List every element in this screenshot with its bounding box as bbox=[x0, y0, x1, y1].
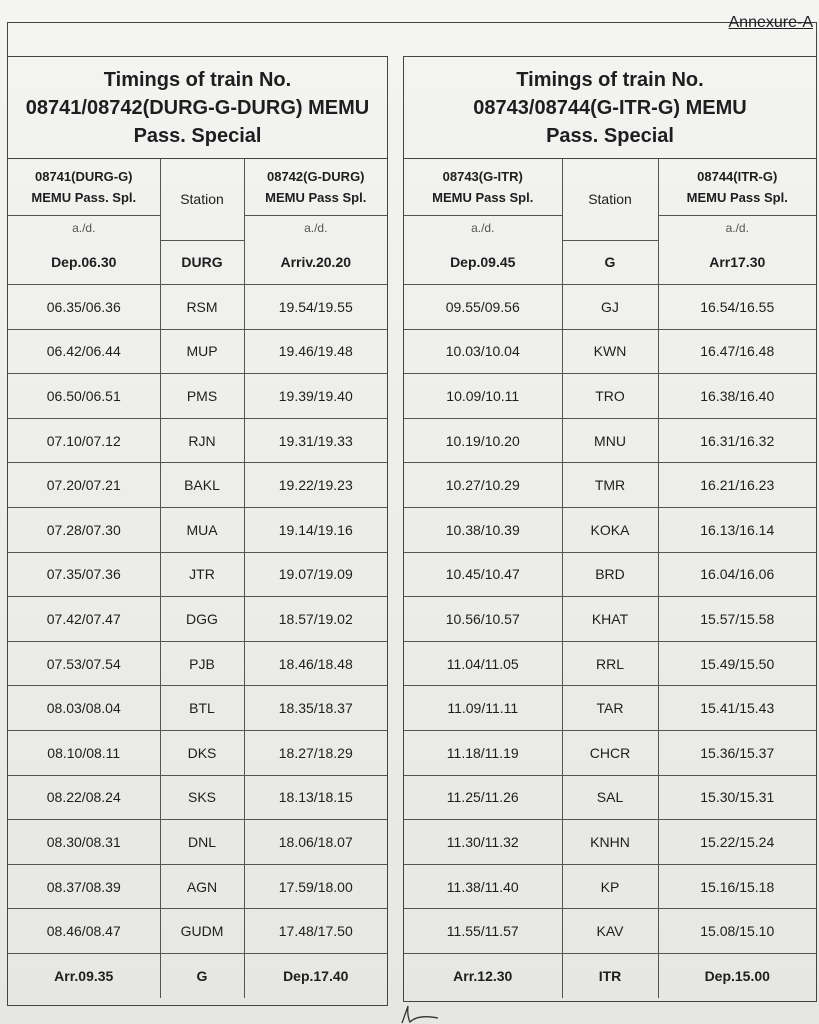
table-row bbox=[404, 285, 816, 330]
up-time-cell: Arr17.30 bbox=[658, 240, 816, 285]
down-time-cell: 08.46/08.47 bbox=[8, 909, 160, 954]
table-row bbox=[8, 329, 387, 374]
table-row bbox=[404, 641, 816, 686]
table-row bbox=[8, 641, 387, 686]
station-cell: BAKL bbox=[160, 463, 244, 508]
down-time-cell: 09.55/09.56 bbox=[404, 285, 562, 330]
up-time-cell: 15.41/15.43 bbox=[658, 686, 816, 731]
station-cell: RRL bbox=[562, 641, 658, 686]
table-row bbox=[8, 508, 387, 553]
table-row bbox=[8, 552, 387, 597]
down-time-cell: 07.28/07.30 bbox=[8, 508, 160, 553]
right-ad-label: a./d. bbox=[658, 216, 816, 241]
table-row bbox=[8, 909, 387, 954]
right-timetable bbox=[404, 159, 816, 998]
station-cell: KAV bbox=[562, 909, 658, 954]
down-time-cell: 07.42/07.47 bbox=[8, 597, 160, 642]
table-row bbox=[404, 864, 816, 909]
down-time-cell: 06.50/06.51 bbox=[8, 374, 160, 419]
down-time-cell: 11.04/11.05 bbox=[404, 641, 562, 686]
station-cell: DGG bbox=[160, 597, 244, 642]
signature-mark bbox=[398, 1004, 440, 1024]
up-time-cell: 16.21/16.23 bbox=[658, 463, 816, 508]
station-cell: G bbox=[562, 240, 658, 285]
down-time-cell: Dep.09.45 bbox=[404, 240, 562, 285]
table-row bbox=[404, 418, 816, 463]
up-time-cell: 15.57/15.58 bbox=[658, 597, 816, 642]
down-time-cell: 10.09/10.11 bbox=[404, 374, 562, 419]
up-time-cell: 19.39/19.40 bbox=[244, 374, 387, 419]
left-table-body bbox=[8, 240, 387, 998]
table-row bbox=[404, 820, 816, 865]
left-timetable bbox=[8, 159, 387, 998]
station-cell: ITR bbox=[562, 954, 658, 998]
table-row bbox=[8, 686, 387, 731]
right-col-down-header: 08743(G-ITR) MEMU Pass Spl. bbox=[404, 159, 562, 216]
station-cell: KNHN bbox=[562, 820, 658, 865]
down-time-cell: 08.10/08.11 bbox=[8, 731, 160, 776]
up-time-cell: 19.31/19.33 bbox=[244, 418, 387, 463]
left-timetable-panel bbox=[7, 56, 388, 1006]
up-time-cell: 17.59/18.00 bbox=[244, 864, 387, 909]
down-time-cell: Arr.12.30 bbox=[404, 954, 562, 998]
up-time-cell: 18.46/18.48 bbox=[244, 641, 387, 686]
down-time-cell: Dep.06.30 bbox=[8, 240, 160, 285]
down-time-cell: 10.56/10.57 bbox=[404, 597, 562, 642]
right-col-up-header: 08744(ITR-G) MEMU Pass Spl. bbox=[658, 159, 816, 216]
table-row bbox=[8, 597, 387, 642]
station-cell: BTL bbox=[160, 686, 244, 731]
down-time-cell: 07.10/07.12 bbox=[8, 418, 160, 463]
right-timetable-panel bbox=[403, 56, 817, 1002]
station-cell: PJB bbox=[160, 641, 244, 686]
left-title-line: 08741/08742(DURG-G-DURG) MEMU bbox=[25, 96, 370, 119]
down-time-cell: 08.37/08.39 bbox=[8, 864, 160, 909]
down-time-cell: 08.22/08.24 bbox=[8, 775, 160, 820]
up-time-cell: 18.35/18.37 bbox=[244, 686, 387, 731]
station-cell: KWN bbox=[562, 329, 658, 374]
up-time-cell: 19.14/19.16 bbox=[244, 508, 387, 553]
station-cell: GUDM bbox=[160, 909, 244, 954]
down-time-cell: 11.55/11.57 bbox=[404, 909, 562, 954]
down-time-cell: 11.09/11.11 bbox=[404, 686, 562, 731]
station-cell: DKS bbox=[160, 731, 244, 776]
down-time-cell: 10.03/10.04 bbox=[404, 329, 562, 374]
right-table-body bbox=[404, 240, 816, 998]
table-row bbox=[404, 686, 816, 731]
up-time-cell: 15.36/15.37 bbox=[658, 731, 816, 776]
up-time-cell: Dep.15.00 bbox=[658, 954, 816, 998]
down-time-cell: 08.30/08.31 bbox=[8, 820, 160, 865]
up-time-cell: 15.30/15.31 bbox=[658, 775, 816, 820]
table-row bbox=[404, 240, 816, 285]
left-ad-label: a./d. bbox=[244, 216, 387, 241]
down-time-cell: 07.35/07.36 bbox=[8, 552, 160, 597]
left-title-line: Timings of train No. bbox=[103, 68, 292, 91]
down-time-cell: 11.38/11.40 bbox=[404, 864, 562, 909]
up-time-cell: 16.47/16.48 bbox=[658, 329, 816, 374]
station-cell: TMR bbox=[562, 463, 658, 508]
station-cell: KHAT bbox=[562, 597, 658, 642]
station-cell: JTR bbox=[160, 552, 244, 597]
station-cell: MUP bbox=[160, 329, 244, 374]
down-time-cell: 11.18/11.19 bbox=[404, 731, 562, 776]
station-cell: MUA bbox=[160, 508, 244, 553]
up-time-cell: 16.31/16.32 bbox=[658, 418, 816, 463]
up-time-cell: 16.04/16.06 bbox=[658, 552, 816, 597]
table-row bbox=[404, 463, 816, 508]
table-row bbox=[404, 731, 816, 776]
station-cell: TAR bbox=[562, 686, 658, 731]
down-time-cell: 10.19/10.20 bbox=[404, 418, 562, 463]
station-cell: RJN bbox=[160, 418, 244, 463]
left-ad-label: a./d. bbox=[8, 216, 160, 241]
left-title bbox=[8, 57, 387, 159]
down-time-cell: 10.45/10.47 bbox=[404, 552, 562, 597]
up-time-cell: Arriv.20.20 bbox=[244, 240, 387, 285]
table-row bbox=[8, 864, 387, 909]
down-time-cell: 11.30/11.32 bbox=[404, 820, 562, 865]
table-row bbox=[404, 374, 816, 419]
table-row bbox=[8, 418, 387, 463]
station-cell: AGN bbox=[160, 864, 244, 909]
table-row bbox=[404, 775, 816, 820]
station-cell: MNU bbox=[562, 418, 658, 463]
table-row bbox=[404, 954, 816, 998]
station-cell: TRO bbox=[562, 374, 658, 419]
up-time-cell: 16.13/16.14 bbox=[658, 508, 816, 553]
table-row bbox=[404, 552, 816, 597]
table-row bbox=[8, 820, 387, 865]
up-time-cell: 19.54/19.55 bbox=[244, 285, 387, 330]
right-ad-label: a./d. bbox=[404, 216, 562, 241]
station-cell: PMS bbox=[160, 374, 244, 419]
down-time-cell: 07.53/07.54 bbox=[8, 641, 160, 686]
station-cell: DURG bbox=[160, 240, 244, 285]
page-frame bbox=[7, 22, 817, 58]
table-row bbox=[8, 731, 387, 776]
table-row bbox=[404, 329, 816, 374]
table-row bbox=[404, 597, 816, 642]
station-cell: SAL bbox=[562, 775, 658, 820]
up-time-cell: 19.07/19.09 bbox=[244, 552, 387, 597]
up-time-cell: 18.13/18.15 bbox=[244, 775, 387, 820]
table-row bbox=[8, 954, 387, 998]
annexure-label: Annexure-A bbox=[728, 14, 813, 31]
up-time-cell: 17.48/17.50 bbox=[244, 909, 387, 954]
up-time-cell: 19.46/19.48 bbox=[244, 329, 387, 374]
table-row bbox=[8, 240, 387, 285]
table-row bbox=[8, 463, 387, 508]
station-cell: BRD bbox=[562, 552, 658, 597]
up-time-cell: 15.49/15.50 bbox=[658, 641, 816, 686]
up-time-cell: 15.22/15.24 bbox=[658, 820, 816, 865]
down-time-cell: 08.03/08.04 bbox=[8, 686, 160, 731]
up-time-cell: 18.06/18.07 bbox=[244, 820, 387, 865]
table-row bbox=[8, 374, 387, 419]
down-time-cell: 06.42/06.44 bbox=[8, 329, 160, 374]
down-time-cell: 11.25/11.26 bbox=[404, 775, 562, 820]
up-time-cell: 15.16/15.18 bbox=[658, 864, 816, 909]
down-time-cell: Arr.09.35 bbox=[8, 954, 160, 998]
up-time-cell: 15.08/15.10 bbox=[658, 909, 816, 954]
up-time-cell: 16.38/16.40 bbox=[658, 374, 816, 419]
table-row bbox=[404, 909, 816, 954]
down-time-cell: 07.20/07.21 bbox=[8, 463, 160, 508]
station-cell: CHCR bbox=[562, 731, 658, 776]
table-row bbox=[8, 775, 387, 820]
right-title-line: Timings of train No. bbox=[516, 68, 704, 91]
station-cell: G bbox=[160, 954, 244, 998]
up-time-cell: 16.54/16.55 bbox=[658, 285, 816, 330]
up-time-cell: Dep.17.40 bbox=[244, 954, 387, 998]
right-title-line: 08743/08744(G-ITR-G) MEMU bbox=[473, 96, 747, 119]
left-col-up-header: 08742(G-DURG) MEMU Pass Spl. bbox=[244, 159, 387, 216]
up-time-cell: 18.27/18.29 bbox=[244, 731, 387, 776]
table-row bbox=[8, 285, 387, 330]
up-time-cell: 19.22/19.23 bbox=[244, 463, 387, 508]
station-cell: SKS bbox=[160, 775, 244, 820]
table-row bbox=[404, 508, 816, 553]
right-title-line: Pass. Special bbox=[546, 124, 674, 147]
down-time-cell: 06.35/06.36 bbox=[8, 285, 160, 330]
station-cell: KOKA bbox=[562, 508, 658, 553]
down-time-cell: 10.27/10.29 bbox=[404, 463, 562, 508]
left-header-row bbox=[8, 159, 387, 216]
down-time-cell: 10.38/10.39 bbox=[404, 508, 562, 553]
up-time-cell: 18.57/19.02 bbox=[244, 597, 387, 642]
left-col-down-header: 08741(DURG-G) MEMU Pass. Spl. bbox=[8, 159, 160, 216]
left-title-line: Pass. Special bbox=[133, 124, 262, 147]
station-cell: GJ bbox=[562, 285, 658, 330]
station-cell: DNL bbox=[160, 820, 244, 865]
station-cell: KP bbox=[562, 864, 658, 909]
right-header-row bbox=[404, 159, 816, 216]
right-title bbox=[404, 57, 816, 159]
right-station-header: Station bbox=[562, 159, 658, 240]
left-station-header: Station bbox=[160, 159, 244, 240]
station-cell: RSM bbox=[160, 285, 244, 330]
